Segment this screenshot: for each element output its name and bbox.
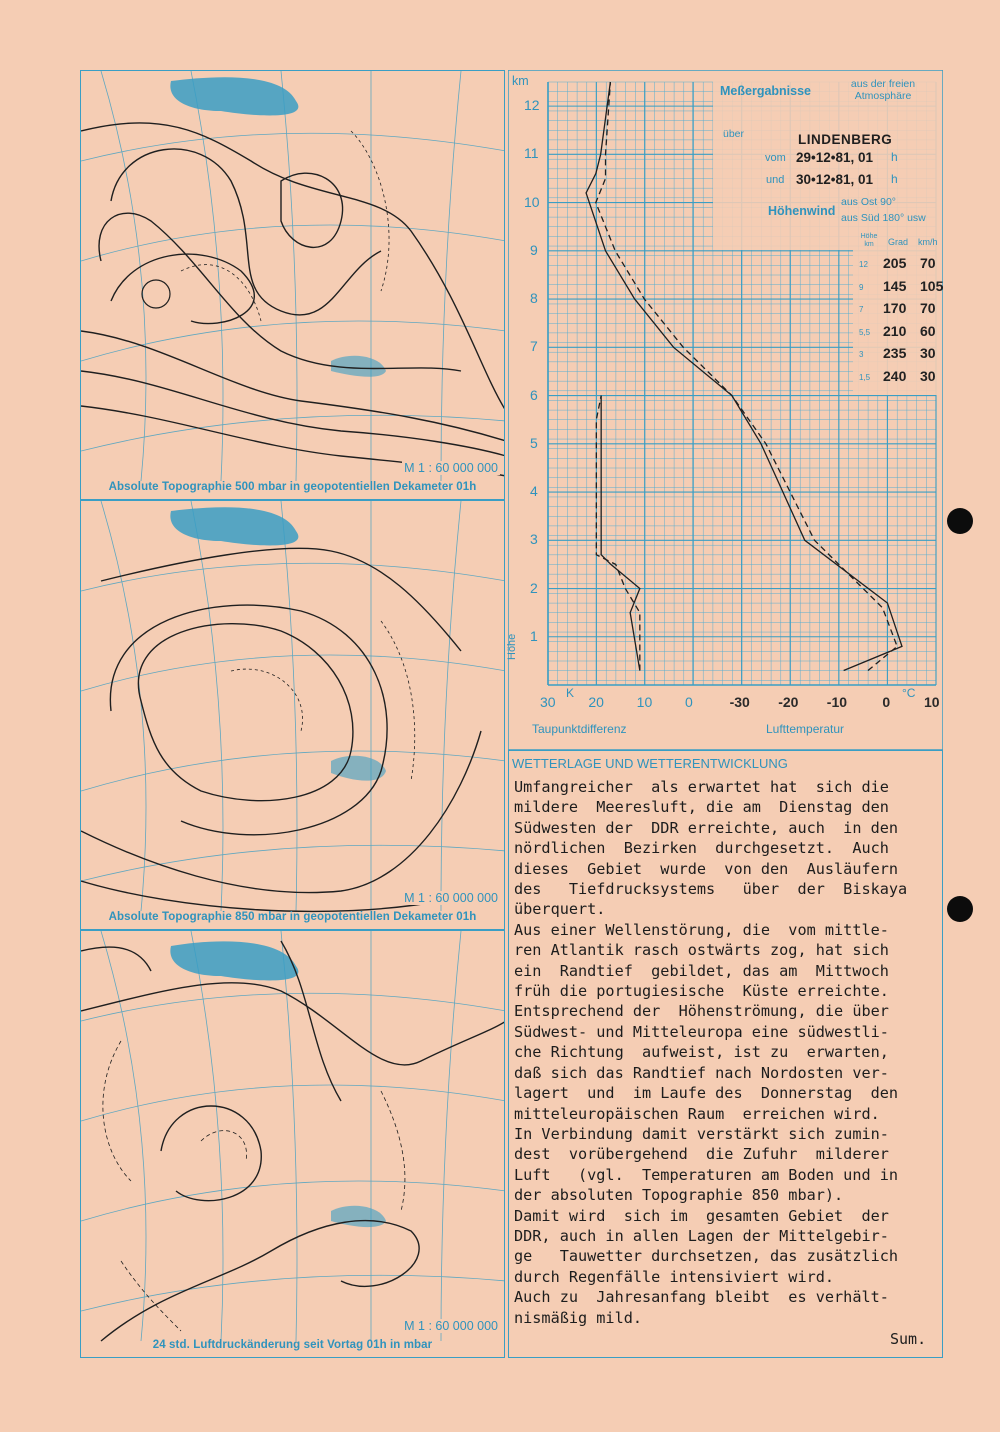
wind-s-cell: 60	[920, 322, 936, 339]
map-850mbar	[80, 500, 505, 930]
map-500mbar	[80, 70, 505, 500]
weather-text-line: In Verbindung damit verstärkt sich zumin-	[514, 1124, 889, 1143]
map-pressure-scale: M 1 : 60 000 000	[404, 1319, 498, 1333]
weather-text-line: nismäßig mild.	[514, 1308, 643, 1327]
right-unit: °C	[902, 686, 916, 700]
wind-h-cell: 5,5	[859, 327, 871, 337]
wind-row	[859, 367, 943, 390]
over-label: über	[723, 128, 745, 140]
map-500-caption: Absolute Topographie 500 mbar in geopotentiellen Dekameter 01h	[108, 481, 477, 493]
map-pressure-caption: 24 std. Luftdruckänderung seit Vortag 01h in mbar	[152, 1339, 433, 1351]
weather-text-line: des Tiefdrucksystems über der Biskaya	[514, 880, 908, 899]
date1: 29•12•81, 01	[796, 150, 874, 165]
map-pressure-change-drawing	[81, 931, 505, 1358]
weather-text-line: Auch zu Jahresanfang bleibt es verhält-	[514, 1288, 889, 1307]
wind-d-cell: 210	[883, 322, 907, 339]
weather-text-line: daß sich das Randtief nach Nordosten ver-	[514, 1063, 889, 1082]
wind-h-cell: 1,5	[859, 372, 871, 382]
km-tick-label: 4	[530, 483, 538, 500]
weather-text-line: ein Randtief gebildet, das am Mittwoch	[514, 961, 889, 980]
weather-text-line: Luft (vgl. Temperaturen am Boden und in	[514, 1165, 899, 1184]
right-axis-label: Lufttemperatur	[766, 722, 845, 736]
weather-text-line: Südwest- und Mitteleuropa eine südwestli-	[514, 1022, 889, 1041]
x-tick-left: 10	[636, 694, 653, 710]
weather-text	[514, 777, 939, 1328]
weather-text-line: che Richtung aufweist, ist zu erwarten,	[514, 1043, 889, 1062]
x-tick-right: -10	[826, 694, 848, 710]
sounding-chart	[508, 70, 943, 750]
wind-row	[859, 277, 944, 300]
date2-suffix: h	[891, 172, 898, 186]
weather-text-line: Damit wird sich im gesamten Gebiet der	[514, 1206, 889, 1225]
wind-row	[859, 322, 943, 345]
km-tick-label: 8	[530, 290, 538, 307]
km-tick-label: 3	[530, 531, 538, 548]
x-tick-right: -30	[729, 694, 750, 710]
x-tick-right: 0	[882, 694, 891, 710]
map-500-scale: M 1 : 60 000 000	[404, 461, 498, 475]
weather-text-line: Entsprechend der Höhenströmung, die über	[514, 1002, 889, 1021]
weather-text-line: Umfangreicher als erwartet hat sich die	[514, 778, 889, 796]
map-500mbar-drawing	[81, 71, 505, 500]
weather-heading: WETTERLAGE UND WETTERENTWICKLUNG	[512, 756, 788, 771]
series-line-3	[601, 396, 640, 671]
wind-s-cell: 70	[920, 255, 936, 271]
weather-text-line: Aus einer Wellenstörung, die vom mittle-	[514, 920, 889, 939]
weather-text-line: überquert.	[514, 900, 606, 919]
col-height-label: Höhe km	[860, 233, 878, 248]
weather-text-line: dest vorübergehend die Zufuhr milderer	[514, 1145, 889, 1164]
weather-text-line: DDR, auch in allen Lagen der Mittelgebir-	[514, 1226, 889, 1245]
map-850-scale: M 1 : 60 000 000	[404, 891, 498, 905]
col-speed-label: km/h	[918, 237, 938, 247]
wind-d-cell: 240	[883, 367, 907, 384]
wind-note-south: aus Süd 180° usw	[841, 212, 926, 224]
x-tick-left: 20	[588, 694, 604, 710]
wind-s-cell: 105	[920, 277, 944, 294]
map-850mbar-drawing	[81, 501, 505, 930]
col-dir-label: Grad	[888, 237, 909, 247]
wind-note-east: aus Ost 90°	[841, 196, 896, 208]
km-tick-label: 6	[530, 386, 538, 403]
wind-row	[859, 255, 943, 277]
wind-h-cell: 7	[859, 305, 864, 314]
x-tick-right: 10	[924, 694, 940, 710]
x-tick-left: 0	[685, 694, 693, 710]
wind-d-cell: 205	[883, 255, 907, 271]
map-850-caption: Absolute Topographie 850 mbar in geopotentiellen Dekameter 01h	[108, 911, 477, 923]
date1-suffix: h	[891, 150, 898, 164]
km-tick-label: 11	[524, 145, 539, 162]
date1-prefix: vom	[765, 152, 786, 164]
weather-text-line: durch Regenfälle intensiviert wird.	[514, 1267, 835, 1286]
hoehe-label: Höhe	[506, 633, 518, 660]
signature: Sum.	[890, 1330, 927, 1348]
km-tick-label: 5	[530, 434, 538, 451]
weather-text-line: mitteleuropäischen Raum erreichen wird.	[514, 1104, 880, 1123]
km-tick-label: 9	[530, 241, 538, 258]
weather-text-line: lagert und im Laufe des Donnerstag den	[514, 1084, 899, 1103]
weather-text-line: ge Tauwetter durchsetzen, das zusätzlich	[514, 1247, 899, 1266]
date2: 30•12•81, 01	[796, 172, 874, 187]
wind-d-cell: 235	[883, 345, 907, 361]
weather-text-line: dieses Gebiet wurde von den Ausläufern	[514, 859, 899, 878]
km-tick-label: 7	[530, 338, 538, 355]
wind-h-cell: 9	[859, 282, 864, 292]
left-unit: K	[566, 686, 575, 700]
weather-text-line: ren Atlantik rasch ostwärts zog, hat sich	[514, 941, 889, 960]
x-tick-left: 30	[540, 694, 556, 710]
wind-row	[859, 345, 943, 367]
sounding-title: Meßergabnisse	[720, 84, 812, 98]
wind-s-cell: 30	[920, 367, 936, 384]
wind-s-cell: 70	[920, 300, 936, 316]
binder-hole-bottom	[947, 896, 973, 922]
x-tick-right: -20	[778, 694, 799, 710]
map-pressure-change	[80, 930, 505, 1358]
km-tick-label: 2	[530, 579, 538, 596]
km-tick-label: 12	[524, 97, 540, 114]
wind-s-cell: 30	[920, 345, 936, 361]
km-tick-label: 10	[524, 193, 540, 210]
km-tick-label: 1	[530, 627, 538, 644]
weather-text-line: mildere Meeresluft, die am Dienstag den	[514, 798, 889, 817]
sounding-title-right: aus der freien Atmosphäre	[850, 78, 916, 102]
weather-text-line: nördlichen Bezirken durchgesetzt. Auch	[514, 839, 889, 858]
sounding-svg	[508, 70, 943, 750]
wind-d-cell: 145	[883, 277, 907, 294]
wind-row	[859, 300, 943, 322]
weather-text-line: Südwesten der DDR erreichte, auch in den	[514, 818, 899, 837]
km-unit-label: km	[512, 74, 529, 88]
wind-title: Höhenwind	[768, 204, 836, 218]
binder-hole-top	[947, 508, 973, 534]
wind-h-cell: 3	[859, 350, 864, 359]
weather-text-line: der absoluten Topographie 850 mbar).	[514, 1186, 844, 1205]
wind-h-cell: 12	[859, 260, 868, 269]
weather-text-line: früh die portugiesische Küste erreichte.	[514, 982, 889, 1001]
left-axis-label: Taupunktdifferenz	[532, 722, 627, 736]
date2-prefix: und	[766, 174, 785, 186]
wind-d-cell: 170	[883, 300, 907, 316]
station-name: LINDENBERG	[798, 132, 893, 147]
